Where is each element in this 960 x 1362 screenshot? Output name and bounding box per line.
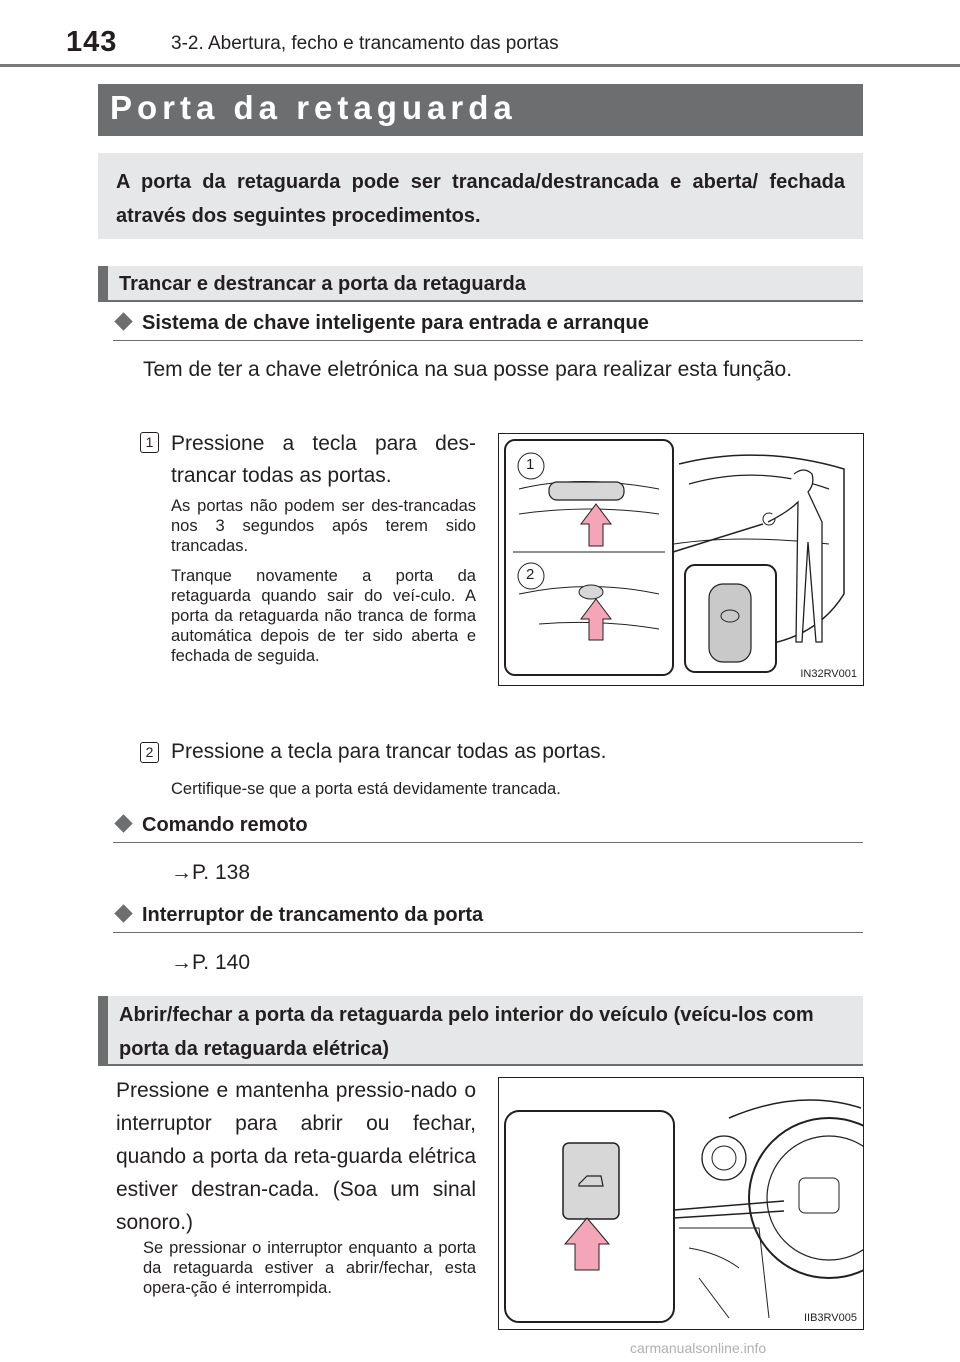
subheading-remote (113, 814, 863, 843)
step1-note2: Tranque novamente a porta da retaguarda quando sair do veí-culo. A porta da retaguarda não tranca de forma automática depois de ter sido aberta e fechada de seguida. (171, 567, 476, 665)
step2-text: Pressione a tecla para trancar todas as portas. (171, 740, 607, 763)
subheading-smart-key (113, 312, 863, 341)
step-number-badge: 2 (140, 742, 159, 763)
subheading-lock-switch (113, 904, 863, 933)
power-door-text: Pressione e mantenha pressio-nado o interruptor para abrir ou fechar, quando a porta da reta-guarda elétrica estiver destran-cada. (Soa um sinal sonoro.) (116, 1079, 476, 1234)
figure-code: IN32RV001 (800, 668, 857, 680)
page-number: 143 (66, 26, 118, 58)
diamond-bullet-icon (114, 814, 132, 832)
figure-dashboard-illustration (499, 1078, 863, 1329)
step-number-badge: 1 (140, 432, 159, 453)
step1-note1: As portas não podem ser des-trancadas nos 3 segundos após terem sido trancadas. (171, 497, 476, 555)
figure-code: IIB3RV005 (803, 1312, 857, 1324)
header-rule (0, 64, 960, 67)
diamond-bullet-icon (114, 904, 132, 922)
intro-text: A porta da retaguarda pode ser trancada/destrancada e aberta/ fechada através dos seguintes procedimentos. (116, 171, 845, 227)
subheading-lock-switch-text: Interruptor de trancamento da porta (142, 904, 484, 926)
footer-watermark: carmanualsonline.info (630, 1340, 767, 1356)
section-heading-lock-text: Trancar e destrancar a porta da retaguarda (119, 273, 526, 295)
power-door-switch-icon (563, 1143, 619, 1219)
step1-text: Pressione a tecla para des-trancar todas as portas. (171, 432, 476, 487)
figure-power-door-switch (498, 1077, 864, 1330)
intro-box (98, 153, 863, 239)
step2-note: Certifique-se que a porta está devidamente trancada. (171, 780, 561, 798)
figure-label-2: 2 (526, 566, 535, 583)
subheading-smart-key-text: Sistema de chave inteligente para entrada e arranque (142, 312, 649, 334)
section-heading-power-door-text: Abrir/fechar a porta da retaguarda pelo interior do veículo (veícu-los com porta da retaguarda elétrica) (119, 1004, 814, 1060)
lock-switch-page-ref[interactable]: →P. 140 (171, 951, 251, 974)
power-door-note: Se pressionar o interruptor enquanto a porta da retaguarda estiver a abrir/fechar, esta opera-ção é interrompida. (143, 1239, 476, 1297)
page-title: Porta da retaguarda (98, 84, 863, 136)
smart-key-text: Tem de ter a chave eletrónica na sua posse para realizar esta função. (143, 358, 793, 381)
diamond-bullet-icon (114, 312, 132, 330)
subheading-remote-text: Comando remoto (142, 814, 308, 836)
figure-tailgate-illustration (499, 434, 863, 685)
section-heading-power-door (98, 996, 863, 1066)
remote-page-ref[interactable]: →P. 138 (171, 861, 251, 884)
figure-tailgate-keys (498, 433, 864, 686)
figure-label-1: 1 (526, 456, 535, 473)
section-heading-lock (98, 266, 863, 302)
running-header: 3-2. Abertura, fecho e trancamento das portas (171, 33, 559, 54)
